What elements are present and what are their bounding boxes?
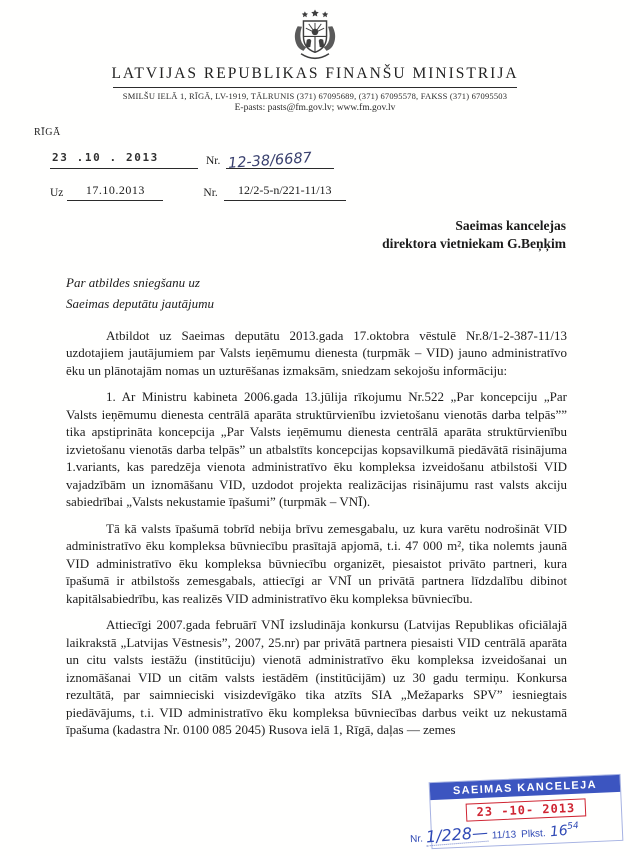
stamp-time-label: Plkst. xyxy=(520,828,546,841)
outgoing-date-stamp: 23 .10 . 2013 xyxy=(52,151,159,164)
letter-body xyxy=(66,327,567,739)
email-line: E-pasts: pasts@fm.gov.lv; www.fm.gov.lv xyxy=(234,103,396,113)
stamp-nr-handwritten: 1/228— xyxy=(425,822,489,847)
address-line: SMILŠU IELĀ 1, RĪGĀ, LV-1919, TĀLRUNIS (371) 67095689, (371) 67095578, FAKSS (371) 67095503 xyxy=(122,91,508,101)
body-paragraph: Atbildot uz Saeimas deputātu 2013.gada 17.oktobra vēstulē Nr.8/1-2-387-11/13 uzdotajiem jautājumiem par Valsts ieņēmumu dienesta (turpmāk – VID) jauno administratīvo ēku un plānotajām nomas un uzturēšanas izmaksām, sniedzam sekojošu informāciju: xyxy=(66,327,567,378)
subject-line-2: Saeimas deputātu jautājumu xyxy=(66,295,215,311)
city-label: RĪGĀ xyxy=(34,127,61,138)
recipient-line-1: Saeimas kancelejas xyxy=(455,218,566,233)
body-paragraph: Tā kā valsts īpašumā tobrīd nebija brīvu zemesgabalu, uz kura varētu nodrošināt VID administratīvo ēku kompleksa būvniecību prasītajā apjomā, t.i. 47 000 m², tika nolemts jaunā VID administratīvo ēku kompleksa būvniecību organizēt, piesaistot privāto partneri, kura īpašumā ir atbilstošs zemesgabals, attiecīgi ar VNĪ un privātā partnera līdzdalību dibinot kapitālsabiedrību, kas realizēs VID administratīvo ēku kompleksa būvniecību. xyxy=(66,520,567,606)
stamp-date: 23 -10- 2013 xyxy=(465,798,586,821)
incoming-date-field: 17.10.2013 xyxy=(67,183,163,201)
incoming-nr-label: Nr. xyxy=(203,187,218,199)
subject-line-1: Par atbildes sniegšanu uz xyxy=(66,275,200,291)
outgoing-nr-field xyxy=(226,149,334,172)
incoming-reference-row xyxy=(50,183,630,201)
stamp-org-name: SAEIMAS KANCELEJA xyxy=(430,775,621,800)
outgoing-date-field xyxy=(50,148,198,169)
incoming-nr-field: 12/2-5-n/221-11/13 xyxy=(224,183,346,201)
reference-block xyxy=(50,148,630,201)
recipient-block xyxy=(0,217,566,253)
letterhead xyxy=(0,0,630,113)
outgoing-nr-label: Nr. xyxy=(206,155,221,167)
latvia-coat-of-arms-icon xyxy=(0,8,630,60)
outgoing-nr-handwritten: 12-38/6687 xyxy=(227,150,313,172)
body-paragraph: Attiecīgi 2007.gada februārī VNĪ izsludināja konkursu (Latvijas Republikas oficiālajā laikrakstā „Latvijas Vēstnesis”, 2007, 25.nr) par privātā partnera piesaisti VID centrālā aparāta un citu valsts iestāžu (institūciju) vienotā administratīvo ēku kompleksa izveidošanai un iznomāšanai VID un citām valsts iestādēm (institūcijām) uz 30 gadu termiņu. Konkursa rezultātā, par saimnieciski visizdevīgāko tika atzīts SIA „Mežaparks SPV” iesniegtais piedāvājums, t.i. VID administratīvo ēku kompleksa būvniecības darbus veikt uz nekustamā īpašuma (kadastra Nr. 0100 085 2045) Rusova ielā 1, Rīgā, daļas — zemes xyxy=(66,617,567,738)
body-paragraph: 1. Ar Ministru kabineta 2006.gada 13.jūlija rīkojumu Nr.522 „Par koncepciju „Par Valsts ieņēmumu dienesta centrālā aparāta struktūrvienību izvietošanu vienotās darba telpās”” tika apstiprināta koncepcija „Par Valsts ieņēmumu dienesta centrālā aparāta struktūrvienību izvietošanu vienotās darba telpās” un atbalstīts koncepcijas kopsavilkumā piedāvātā risinājuma 1.variants, kas paredzēja vienota administratīvo ēku kompleksa izveidošanu atbilstoši VID vajadzībām un iznomāšanu VID, uzdodot projekta realizācijas risinājumu rast valsts akciju sabiedrībai „Valsts nekustamie īpašumi” (turpmāk – VNĪ). xyxy=(66,389,567,510)
ministry-name: LATVIJAS REPUBLIKAS FINANŠU MINISTRIJA xyxy=(111,65,519,82)
header-divider xyxy=(113,87,517,88)
stamp-doc-suffix: 11/13 xyxy=(491,829,517,842)
outgoing-reference-row xyxy=(50,148,630,172)
stamp-number-row xyxy=(410,820,623,846)
subject-block xyxy=(66,273,630,313)
stamp-time-handwritten: $16^{54}$ xyxy=(548,821,579,841)
recipient-line-2: direktora vietniekam G.Beņķim xyxy=(382,236,566,252)
uz-label: Uz xyxy=(50,187,64,199)
stamp-nr-label: Nr. xyxy=(409,833,424,846)
registration-stamp xyxy=(409,774,624,849)
